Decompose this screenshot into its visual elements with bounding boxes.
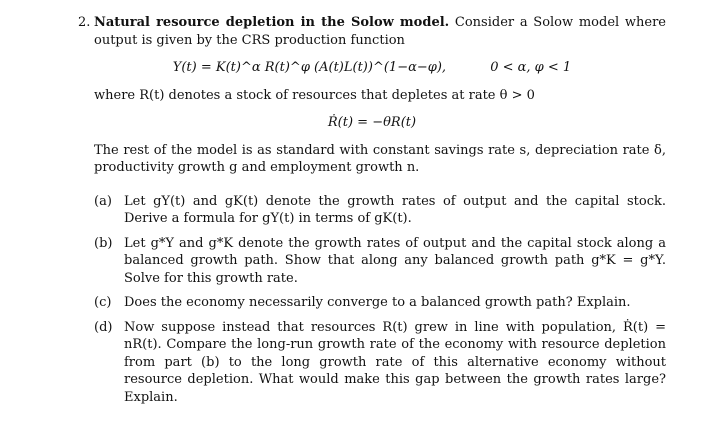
depletion-equation-block (78, 114, 666, 132)
part-label: (b) (94, 235, 113, 251)
problem-number: 2. (78, 15, 91, 30)
model-assumptions: The rest of the model is as standard with constant savings rate s, depreciation rate δ, productivity growth g and employment growth n. (94, 142, 666, 175)
problem-2 (78, 14, 666, 413)
production-function-equation (78, 59, 666, 77)
part-text: Let g*Y and g*K denote the growth rates of output and the capital stock along a balanced growth path. Show that along any balanced growth path g*K = g*Y. Solve for this growth rate. (124, 235, 666, 286)
part-text: Does the economy necessarily converge to a balanced growth path? Explain. (124, 295, 631, 310)
part-d (94, 319, 666, 407)
part-label: (a) (94, 193, 112, 209)
part-label: (c) (94, 295, 112, 310)
part-text: Now suppose instead that resources R(t) grew in line with population, Ṙ(t) = nR(t). Compare the long-run growth rate of the economy with resource depletion from part (b) to the long growth rate of this alternative economy without resource depletion. What would make this gap between the growth rates large? Explain. (124, 319, 666, 405)
production-condition: 0 < α, φ < 1 (490, 60, 572, 75)
part-a (94, 193, 666, 228)
part-text: Let gY(t) and gK(t) denote the growth rates of output and the capital stock. Derive a formula for gY(t) in terms of gK(t). (124, 193, 666, 226)
problem-header (78, 14, 666, 49)
problem-intro-paragraph (94, 14, 666, 49)
production-function: Y(t) = K(t)^α R(t)^φ (A(t)L(t))^(1−α−φ), (172, 60, 447, 75)
problem-intro: Consider a Solow model where output is given by the CRS production function (94, 15, 666, 48)
part-c (94, 294, 666, 312)
part-b (94, 235, 666, 288)
part-label: (d) (94, 319, 113, 335)
problem-title: Natural resource depletion in the Solow model. (94, 15, 450, 30)
resource-description: where R(t) denotes a stock of resources that depletes at rate θ > 0 (94, 87, 535, 103)
problem-parts (94, 193, 666, 407)
depletion-equation: Ṙ(t) = −θR(t) (327, 115, 417, 130)
